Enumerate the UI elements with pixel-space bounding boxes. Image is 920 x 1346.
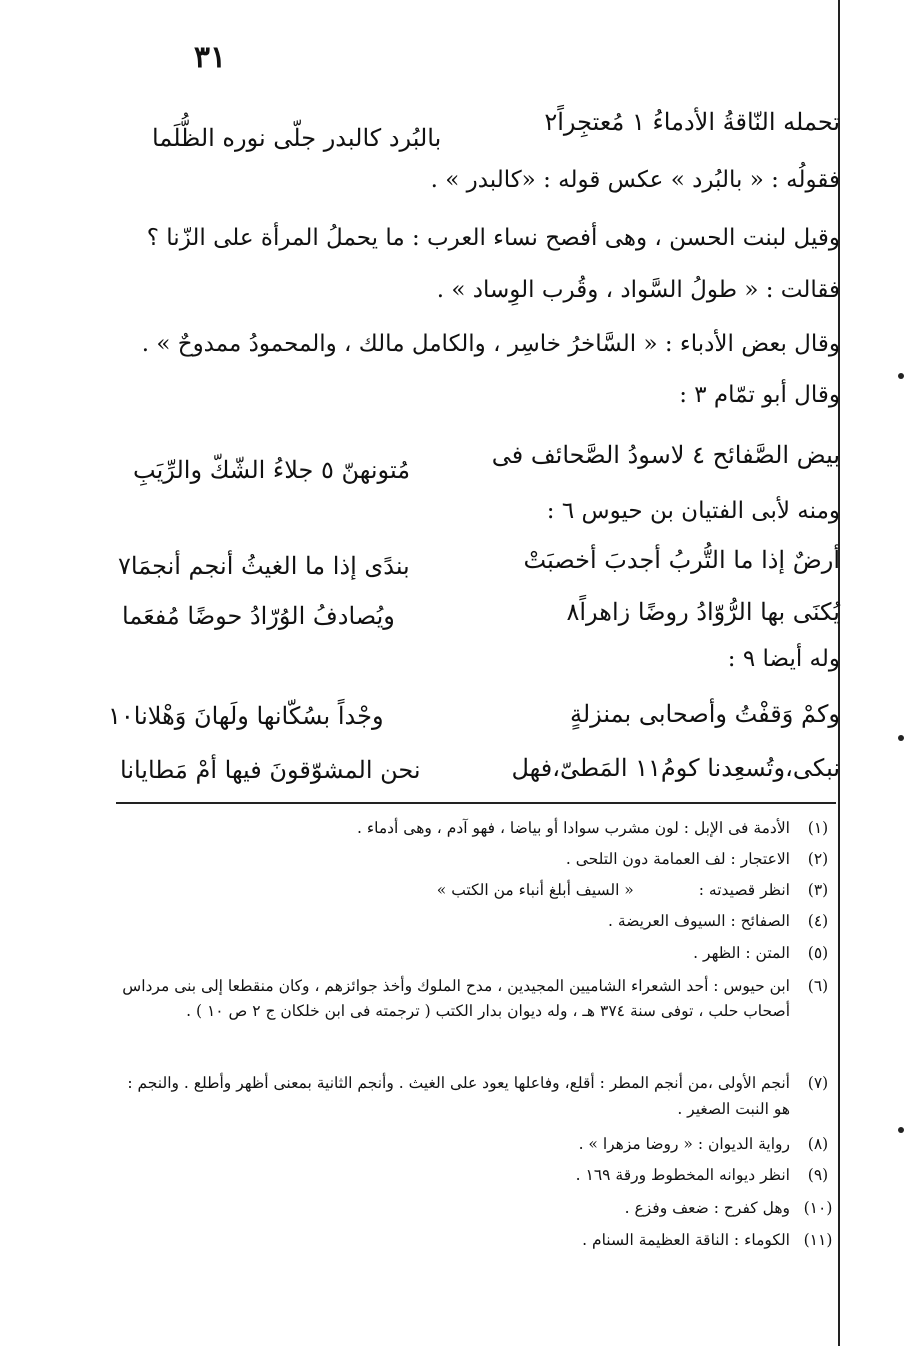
prose-line: وقال أبو تمّام ٣ : [679, 382, 840, 408]
footnote [108, 818, 838, 838]
footnote-number: (٩) [807, 1166, 829, 1184]
footnote [108, 1070, 838, 1122]
verse-1-first-hemistich: تحمله النّاقةُ الأدماءُ ١ مُعتجِراً٢ [544, 108, 840, 136]
footnote-text: انظر ديوانه المخطوط ورقة ١٦٩ . [575, 1166, 790, 1184]
footnote-number: (٧) [807, 1074, 829, 1092]
verse-intro: ومنه لأبى الفتيان بن حيوس ٦ : [546, 498, 840, 524]
footnote-number: (١١) [803, 1231, 833, 1249]
footnote [108, 1198, 838, 1218]
footnote-number: (١) [807, 819, 829, 837]
verse-4-line-1-second: وجْداً بسُكّانها ولَهانَ وَهْلانا١٠ [108, 702, 384, 730]
footnote [108, 974, 838, 1024]
margin-dot [898, 735, 904, 741]
verse-4-line-2-second: نحن المشوّقونَ فيها أمْ مَطايانا [120, 756, 421, 784]
verse-3-line-1-first: أرضٌ إذا ما التُّربُ أجدبَ أخصبَتْ [523, 546, 840, 574]
margin-dot [898, 1127, 904, 1133]
page-number: ٣١ [193, 40, 227, 75]
verse-intro: وله أيضا ٩ : [727, 646, 840, 672]
verse-3-line-1-second: بندًى إذا ما الغيثُ أنجم أنجمَا٧ [118, 552, 410, 580]
footnote [108, 943, 838, 963]
verse-3-line-2-first: يُكنَى بها الرُّوّادُ روضًا زاهراً٨ [566, 598, 840, 626]
footnote [108, 880, 838, 900]
prose-line: وقيل لبنت الحسن ، وهى أفصح نساء العرب : ما يحملُ المرأة على الزّنا ؟ [146, 225, 840, 251]
verse-2-first-hemistich: بيض الصَّفائح ٤ لاسودُ الصَّحائف فى [491, 441, 840, 469]
footnote-text: الاعتجار : لف العمامة دون التلحى . [565, 850, 790, 868]
footnote-number: (٦) [807, 977, 829, 995]
footnote-text: ابن حيوس : أحد الشعراء الشاميين المجيدين ، مدح الملوك وأخذ جوائزهم ، وكان منقطعا إلى بنى مرداس أصحاب حلب ، توفى سنة ٣٧٤ هـ ، وله ديوان بدار الكتب ( ترجمته فى ابن خلكان ج ٢ ص ١٠ ) . [122, 977, 790, 1020]
footnote-number: (٨) [807, 1135, 829, 1153]
verse-4-line-2-first: نبكى،وتُسعِدنا كومُ١١ المَطىّ،فهل [511, 754, 840, 782]
verse-2-second-hemistich: مُتونهنّ ٥ جلاءُ الشّكّ والرِّيَبِ [133, 456, 411, 484]
footnote-number: (٢) [807, 850, 829, 868]
prose-line: وقال بعض الأدباء : « السَّاخرُ خاسِر ، والكامل مالك ، والمحمودُ ممدوحٌ » . [141, 331, 840, 357]
margin-dot [898, 373, 904, 379]
footnote [108, 911, 838, 931]
footnote-number: (٤) [807, 912, 829, 930]
prose-line: فقالت : « طولُ السَّواد ، وقُرب الوِساد » . [436, 277, 840, 303]
verse-1-second-hemistich: بالبُرد كالبدر جلّى نوره الظُّلَما [152, 124, 442, 152]
footnote-text: الكوماء : الناقة العظيمة السنام . [582, 1231, 790, 1249]
footnote-number: (٥) [807, 944, 829, 962]
verse-4-line-1-first: وكمْ وَقفْتُ وأصحابى بمنزلةٍ [570, 700, 840, 728]
prose-line: فقولُه : « بالبُرد » عكس قوله : «كالبدر » . [430, 167, 840, 193]
footnote [108, 849, 838, 869]
footnote [108, 1230, 838, 1250]
footnote-number: (٣) [807, 881, 829, 899]
footnote-verse: « السيف أبلغ أنباء من الكتب » [436, 881, 634, 899]
footnote-text: الأدمة فى الإبل : لون مشرب سوادا أو بياضا ، فهو آدم ، وهى أدماء . [356, 819, 790, 837]
footnote [108, 1165, 838, 1185]
verse-3-line-2-second: ويُصادفُ الوُرّادُ حوضًا مُفعَما [122, 602, 395, 630]
footnote [108, 1134, 838, 1154]
footnote-text: وهل كفرح : ضعف وفزع . [624, 1199, 790, 1217]
footnote-text: انظر قصيدته : [698, 881, 790, 899]
footnote-text: الصفائح : السيوف العريضة . [608, 912, 790, 930]
footnote-separator [116, 802, 836, 804]
footnote-number: (١٠) [803, 1199, 833, 1217]
footnote-text: أنجم الأولى ،من أنجم المطر : أقلع، وفاعلها يعود على الغيث . وأنجم الثانية بمعنى أظهر وأطلع . والنجم : هو النبت الصغير . [127, 1074, 790, 1118]
footnote-text: المتن : الظهر . [693, 944, 790, 962]
footnote-text: رواية الديوان : « روضا مزهرا » . [578, 1135, 790, 1153]
